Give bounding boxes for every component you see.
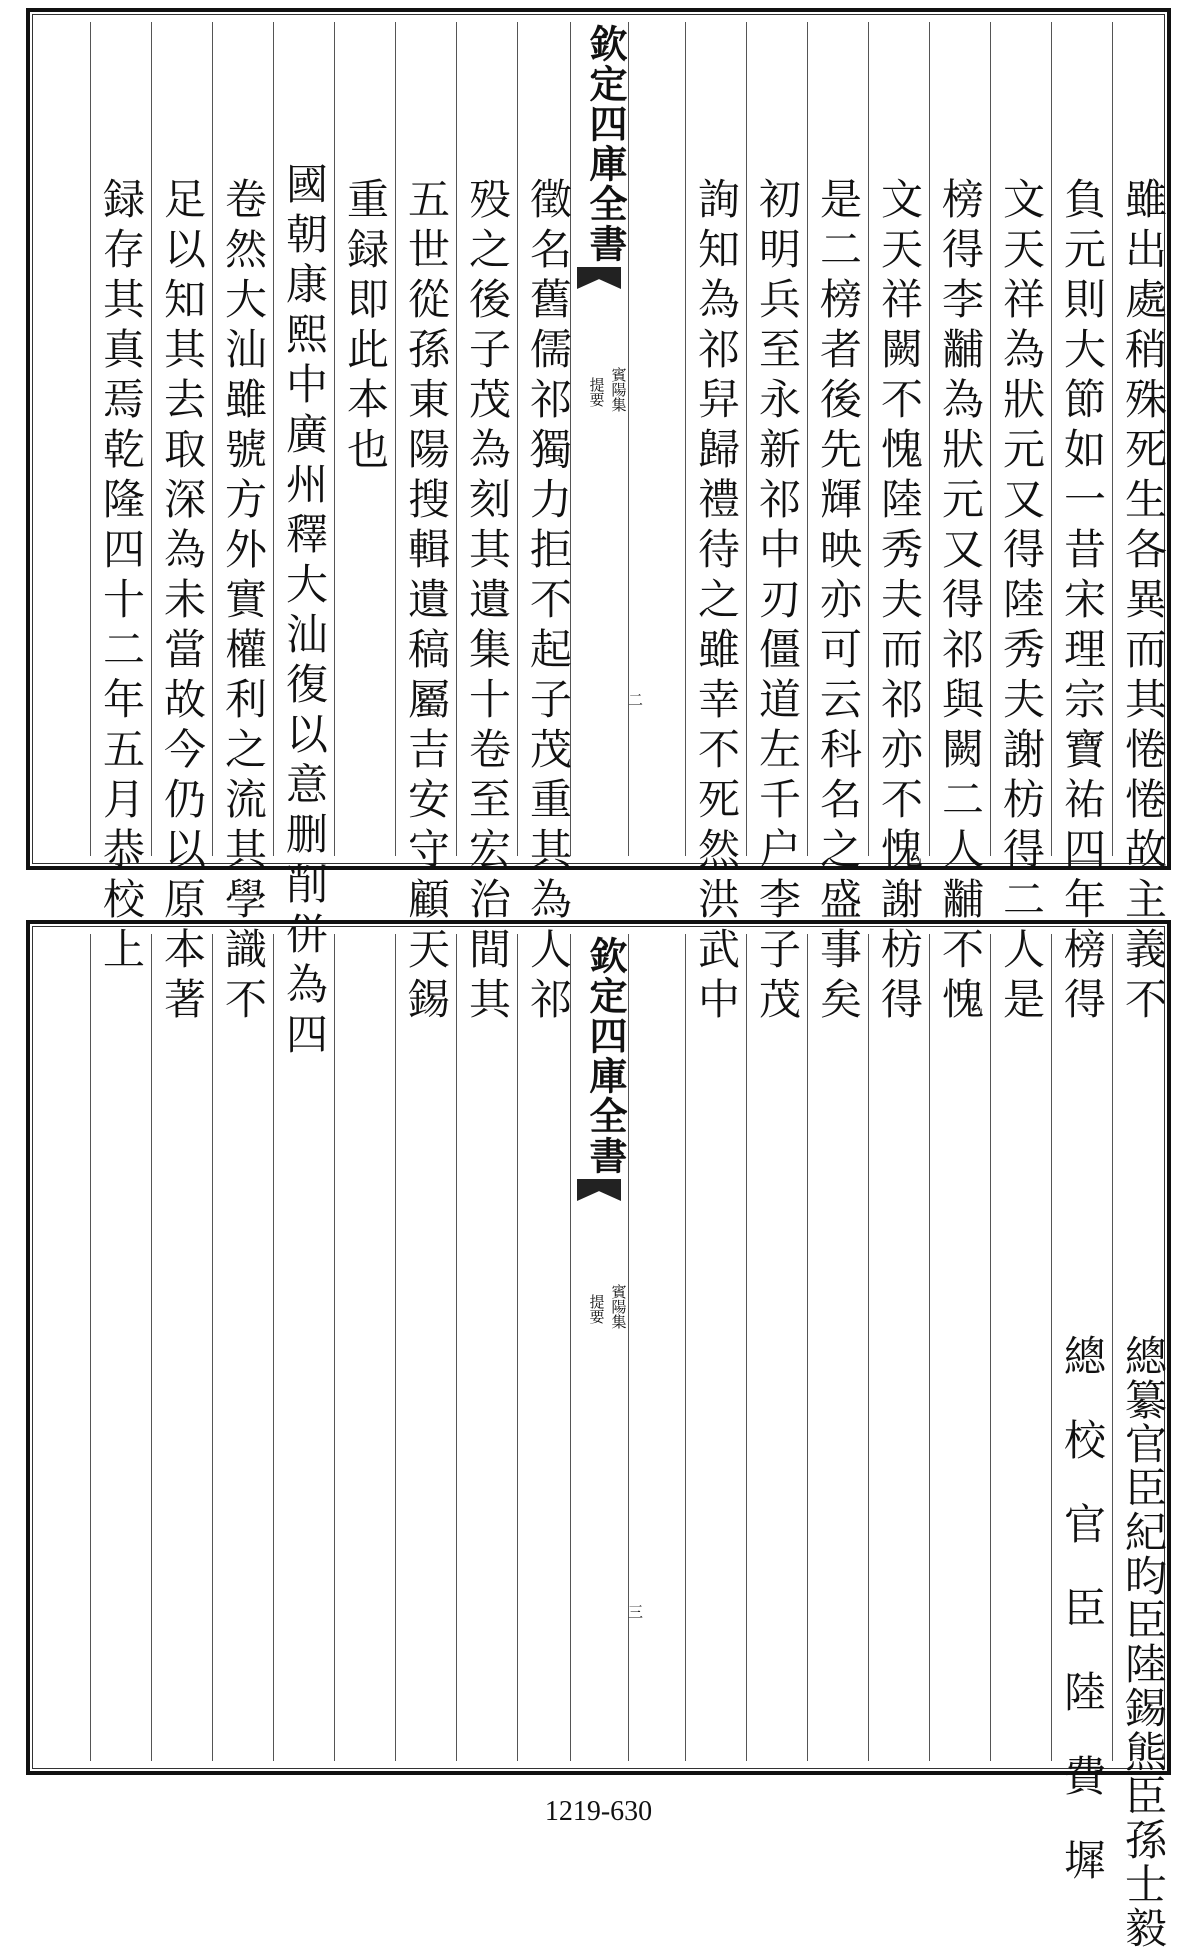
column-rule <box>151 934 152 1761</box>
text-column: 文天祥闕不愧陸秀夫而祁亦不愧謝枋得 <box>875 177 924 1027</box>
column-rule <box>151 22 152 856</box>
folio-number: 三 <box>626 1604 644 1619</box>
column-rule <box>212 22 213 856</box>
column-rule <box>517 22 518 856</box>
fish-tail-ornament <box>577 267 621 289</box>
text-column: 卷然大汕雖號方外實權利之流其學識不 <box>219 177 268 1027</box>
column-rule <box>746 934 747 1761</box>
fish-tail-ornament <box>577 1179 621 1201</box>
column-rule <box>990 934 991 1761</box>
column-rule <box>395 934 396 1761</box>
text-column: 初明兵至永新祁中刃僵道左千户李子茂 <box>753 177 802 1027</box>
fold-rule <box>570 934 571 1761</box>
column-rule <box>517 934 518 1761</box>
column-rule <box>273 22 274 856</box>
column-rule <box>807 934 808 1761</box>
text-column: 殁之後子茂為刻其遺集十卷至宏治間其 <box>463 177 512 1027</box>
fold-title: 欽定四庫全書 <box>583 24 628 264</box>
column-rule <box>273 934 274 1761</box>
column-rule <box>395 22 396 856</box>
column-rule <box>334 22 335 856</box>
column-rule <box>1051 22 1052 856</box>
column-rule <box>1112 934 1113 1761</box>
text-column: 雖出處稍殊死生各異而其惓惓故主義不 <box>1119 177 1168 1027</box>
fold-section: 提要 <box>587 377 606 407</box>
page-panel-upper <box>26 8 1171 1062</box>
fold-title: 欽定四庫全書 <box>583 936 628 1176</box>
column-rule <box>868 22 869 856</box>
column-rule <box>90 934 91 1761</box>
fold-book-title: 賓陽集 <box>609 1284 628 1329</box>
text-column: 是二榜者後先輝映亦可云科名之盛事矣 <box>814 177 863 1027</box>
text-column: 徵名舊儒祁獨力拒不起子茂重其為人祁 <box>524 177 573 1027</box>
credit-collator: 總 校 官 臣 陸 費 墀 <box>1058 1334 1107 1880</box>
text-column: 國朝康熙中廣州釋大汕復以意删削併為四 <box>280 162 329 1062</box>
page-number: 1219-630 <box>544 1796 653 1827</box>
column-rule <box>212 934 213 1761</box>
column-rule <box>685 934 686 1761</box>
text-column: 詢知為祁舁歸禮待之雖幸不死然洪武中 <box>692 177 741 1027</box>
text-column: 重録即此本也 <box>341 177 390 477</box>
column-rule <box>685 22 686 856</box>
folio-number: 二 <box>626 692 644 707</box>
column-rule <box>1051 934 1052 1761</box>
column-rule <box>868 934 869 1761</box>
column-rule <box>90 22 91 856</box>
text-column: 五世從孫東陽搜輯遺稿屬吉安守顧天錫 <box>402 177 451 1027</box>
text-column: 文天祥為狀元又得陸秀夫謝枋得二人是 <box>997 177 1046 1027</box>
text-column: 榜得李黼為狀元又得祁與闕二人黼不愧 <box>936 177 985 1027</box>
column-rule <box>456 934 457 1761</box>
column-rule <box>929 934 930 1761</box>
credit-compilers: 總纂官臣紀昀臣陸錫熊臣孫士毅 <box>1119 1334 1168 1950</box>
column-rule <box>1112 22 1113 856</box>
text-column: 足以知其去取深為未當故今仍以原本著 <box>158 177 207 1027</box>
column-rule <box>929 22 930 856</box>
text-column: 録存其真焉乾隆四十二年五月恭校上 <box>97 177 146 977</box>
column-rule <box>807 22 808 856</box>
column-rule <box>746 22 747 856</box>
fold-section: 提要 <box>587 1294 606 1324</box>
fold-book-title: 賓陽集 <box>609 367 628 412</box>
column-rule <box>334 934 335 1761</box>
column-rule <box>456 22 457 856</box>
text-column: 負元則大節如一昔宋理宗寶祐四年榜得 <box>1058 177 1107 1027</box>
column-rule <box>990 22 991 856</box>
